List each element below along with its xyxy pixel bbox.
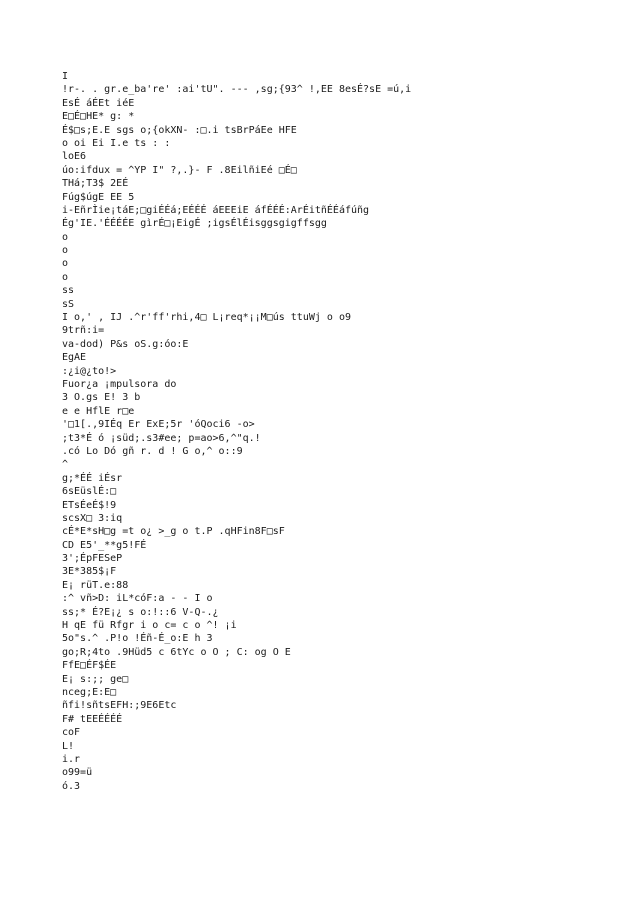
text-line: I o,' , IJ .^r'ff'rhi,4□ L¡req*¡¡M□ús ttuWj o o9 (62, 312, 351, 324)
text-line: :¿i@¿to!> (62, 365, 117, 377)
text-line: ó.3 (62, 780, 81, 792)
text-line: 3E*385$¡F (62, 566, 117, 578)
text-line: Fúg$úgE EE 5 (62, 191, 135, 203)
text-line: I (62, 71, 69, 82)
text-line: E□É□HE* g: * (62, 111, 135, 123)
text-line: ñfi!sñtsEFH:;9E6Etc (62, 700, 177, 712)
text-line: scsX□ 3:iq (62, 512, 123, 524)
text-line: EgAE (62, 352, 87, 364)
text-line: :^ vñ>D: iL*cóF:a - - I o (62, 593, 213, 605)
text-line: 5o"s.^ .P!o !Éñ-É_o:E h 3 (62, 633, 213, 645)
text-line: F# tEEÉÉÉÉ (62, 713, 123, 725)
text-line: E¡ rüT.e:88 (62, 579, 129, 591)
text-line: o (62, 271, 69, 283)
text-line: 3';ÉpFESeP (62, 553, 123, 565)
text-line: o (62, 258, 69, 270)
text-line: E¡ s:;; ge□ (62, 673, 129, 685)
text-line: nceg;E:E□ (62, 686, 117, 698)
text-line: É$□s;E.E sgs o;{okXN- :□.i tsBrPáEe HFE (62, 124, 297, 136)
ocr-text-block (62, 70, 602, 793)
text-line: e e HflE r□e (62, 405, 135, 417)
text-line: o (62, 231, 69, 243)
text-line: ss;* É?E¡¿ s o:!::6 V-Q-.¿ (62, 606, 219, 618)
text-line: ETsÉeÉ$!9 (62, 499, 117, 511)
text-line: cÉ*E*sH□g =t o¿ >_g o t.P .qHFin8F□sF (62, 526, 285, 538)
text-line: sS (62, 298, 75, 310)
text-line: 6sEüslÉ:□ (62, 486, 117, 498)
text-line: go;R;4to .9Hüd5 c 6tYc o O ; C: og O E (62, 646, 291, 658)
text-line: '□1[.,9IÉq Er ExE;5r 'óQoci6 -o> (62, 419, 255, 431)
text-line: loE6 (62, 151, 87, 163)
text-line: H qE fü Rfgr i o c= c o ^! ¡i (62, 620, 237, 632)
text-line: CD E5'_**g5!FÉ (62, 539, 147, 551)
text-line: ^ (62, 459, 69, 471)
text-line: g;*ÉÉ iÉsr (62, 472, 123, 484)
text-line: úo:ifdux = ^YP I" ?,.}- F .8EilñiEé □É□ (62, 164, 297, 176)
text-line: Ég'IE.'ÉÉÉÉE gìrÉ□¡EigÉ ;igsÉlÉisggsgigffsgg (62, 218, 327, 230)
text-line: FfE□ÉF$ÉE (62, 660, 117, 672)
text-line: ss (62, 285, 75, 297)
text-line: L! (62, 740, 75, 752)
text-line: ;t3*É ó ¡süd;.s3#ee; p=ao>6,^"q.! (62, 432, 261, 444)
text-line: i.r (62, 753, 81, 765)
text-line: !r-. . gr.e_ba're' :ai'tU". --- ,sg;{93^ !,EE 8esÉ?sE =ú,i (62, 84, 412, 96)
text-line: o99=ü (62, 767, 93, 779)
text-line: o (62, 245, 69, 257)
text-line: o oi Ei I.e ts : : (62, 137, 171, 149)
text-line: i-EñrÌie¡táE;□giÉÉá;EÉÉÉ áEEEiE áfÉÉÉ:ArÉitñÉÉáfúñg (62, 204, 370, 216)
text-line: 3 O.gs E! 3 b (62, 392, 141, 404)
text-line: va-dod) P&s oS.g:óo:E (62, 338, 189, 350)
text-line: 9trñ:i= (62, 325, 105, 337)
text-line: .có Lo Dó gñ r. d ! G o,^ o::9 (62, 445, 243, 457)
text-line: Fuor¿a ¡mpulsora do (62, 378, 177, 390)
text-line: coF (62, 727, 81, 739)
text-line: EsÉ áÉEt iéE (62, 97, 135, 109)
text-line: THá;T3$ 2EÉ (62, 178, 129, 190)
